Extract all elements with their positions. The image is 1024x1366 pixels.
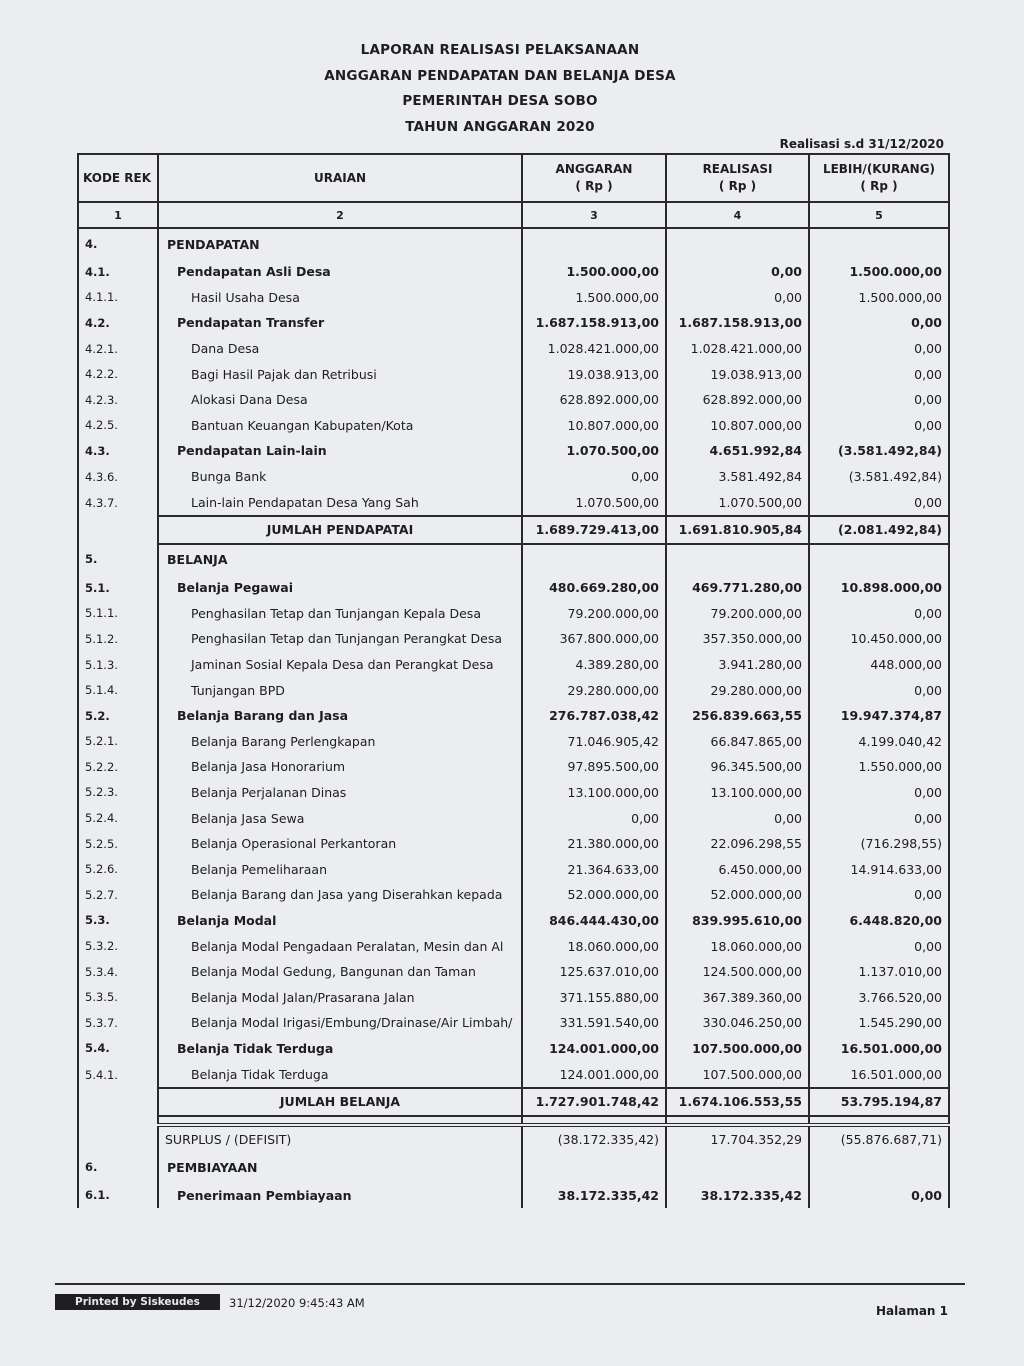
spacer-cell: [809, 1116, 949, 1125]
description-cell: Belanja Barang dan Jasa yang Diserahkan kepada: [158, 882, 522, 908]
table-row: [78, 336, 949, 362]
col-header-anggaran-label: ANGGARAN: [555, 162, 633, 176]
report-header: [0, 38, 1000, 140]
budget-cell: 124.001.000,00: [522, 1036, 666, 1062]
table-row: [78, 729, 949, 755]
account-code-cell: 5.1.4.: [78, 677, 158, 703]
variance-cell: 10.450.000,00: [809, 626, 949, 652]
realization-cell: 0,00: [666, 285, 809, 311]
description-cell: Jaminan Sosial Kepala Desa dan Perangkat Desa: [158, 652, 522, 678]
description-cell: Belanja Operasional Perkantoran: [158, 831, 522, 857]
account-code-cell: 5.2.5.: [78, 831, 158, 857]
group-row: [78, 438, 949, 464]
account-code-cell: 5.2.7.: [78, 882, 158, 908]
realization-cell: 22.096.298,55: [666, 831, 809, 857]
table-row: [78, 413, 949, 439]
variance-cell: 1.545.290,00: [809, 1010, 949, 1036]
realization-cell: 628.892.000,00: [666, 387, 809, 413]
description-cell: Hasil Usaha Desa: [158, 285, 522, 311]
description-cell: Belanja Jasa Sewa: [158, 805, 522, 831]
budget-cell: 4.389.280,00: [522, 652, 666, 678]
account-code-cell: 6.: [78, 1152, 158, 1182]
budget-cell: 1.500.000,00: [522, 285, 666, 311]
table-row: [78, 754, 949, 780]
realization-cell: 469.771.280,00: [666, 575, 809, 601]
account-code-cell: 4.3.7.: [78, 489, 158, 516]
description-cell: Belanja Perjalanan Dinas: [158, 780, 522, 806]
table-row: [78, 652, 949, 678]
variance-cell: 10.898.000,00: [809, 575, 949, 601]
budget-cell: 0,00: [522, 805, 666, 831]
description-cell: Belanja Jasa Honorarium: [158, 754, 522, 780]
table-row: [78, 489, 949, 516]
realization-cell: 330.046.250,00: [666, 1010, 809, 1036]
budget-cell: 628.892.000,00: [522, 387, 666, 413]
description-cell: Belanja Modal Gedung, Bangunan dan Taman: [158, 959, 522, 985]
section-row: [78, 228, 949, 259]
realization-cell: 6.450.000,00: [666, 856, 809, 882]
description-cell: Belanja Barang dan Jasa: [158, 703, 522, 729]
realization-cell: 4.651.992,84: [666, 438, 809, 464]
description-cell: JUMLAH PENDAPATAI: [158, 516, 522, 544]
variance-cell: 0,00: [809, 882, 949, 908]
account-code-cell: 5.3.2.: [78, 933, 158, 959]
realization-cell: 10.807.000,00: [666, 413, 809, 439]
account-code-cell: 4.2.2.: [78, 361, 158, 387]
variance-cell: 16.501.000,00: [809, 1036, 949, 1062]
variance-cell: 0,00: [809, 489, 949, 516]
description-cell: Belanja Pemeliharaan: [158, 856, 522, 882]
col-header-lebih-label: LEBIH/(KURANG): [822, 162, 936, 176]
table-row: [78, 933, 949, 959]
budget-cell: 0,00: [522, 464, 666, 490]
col-header-realisasi-unit: ( Rp ): [718, 179, 757, 193]
col-number-1: 1: [78, 202, 158, 228]
budget-cell: 1.070.500,00: [522, 489, 666, 516]
realization-cell: 107.500.000,00: [666, 1061, 809, 1088]
budget-cell: (38.172.335,42): [522, 1125, 666, 1153]
variance-cell: 0,00: [809, 601, 949, 627]
printed-timestamp: 31/12/2020 9:45:43 AM: [229, 1296, 365, 1310]
budget-cell: 1.070.500,00: [522, 438, 666, 464]
budget-cell: 71.046.905,42: [522, 729, 666, 755]
account-code-cell: 6.1.: [78, 1182, 158, 1208]
budget-cell: [522, 1152, 666, 1182]
account-code-cell: 5.1.: [78, 575, 158, 601]
col-header-realisasi-label: REALISASI: [702, 162, 773, 176]
variance-cell: 0,00: [809, 361, 949, 387]
account-code-cell: 5.2.1.: [78, 729, 158, 755]
table-header-row: [78, 154, 949, 202]
budget-cell: 1.028.421.000,00: [522, 336, 666, 362]
col-header-lebih-kurang: [809, 154, 949, 202]
account-code-cell: 4.2.1.: [78, 336, 158, 362]
account-code-cell: 4.3.: [78, 438, 158, 464]
realization-cell: 1.028.421.000,00: [666, 336, 809, 362]
table-row: [78, 882, 949, 908]
realization-cell: 96.345.500,00: [666, 754, 809, 780]
budget-cell: [522, 544, 666, 575]
description-cell: Alokasi Dana Desa: [158, 387, 522, 413]
budget-cell: 10.807.000,00: [522, 413, 666, 439]
account-code-cell: 5.3.4.: [78, 959, 158, 985]
col-number-3: 3: [522, 202, 666, 228]
variance-cell: 14.914.633,00: [809, 856, 949, 882]
description-cell: Pendapatan Lain-lain: [158, 438, 522, 464]
budget-cell: 38.172.335,42: [522, 1182, 666, 1208]
budget-cell: 1.687.158.913,00: [522, 310, 666, 336]
group-row: [78, 575, 949, 601]
realization-cell: 1.691.810.905,84: [666, 516, 809, 544]
total-row: [78, 1088, 949, 1116]
realization-cell: 107.500.000,00: [666, 1036, 809, 1062]
description-cell: Dana Desa: [158, 336, 522, 362]
col-number-5: 5: [809, 202, 949, 228]
realization-cell: 1.687.158.913,00: [666, 310, 809, 336]
account-code-cell: 5.4.: [78, 1036, 158, 1062]
variance-cell: [809, 1152, 949, 1182]
description-cell: Penerimaan Pembiayaan: [158, 1182, 522, 1208]
variance-cell: 1.137.010,00: [809, 959, 949, 985]
realization-cell: 839.995.610,00: [666, 908, 809, 934]
group-row: [78, 703, 949, 729]
col-header-anggaran-unit: ( Rp ): [575, 179, 613, 193]
account-code-cell: 4.: [78, 228, 158, 259]
description-cell: BELANJA: [158, 544, 522, 575]
budget-cell: 19.038.913,00: [522, 361, 666, 387]
budget-cell: 331.591.540,00: [522, 1010, 666, 1036]
description-cell: Belanja Tidak Terduga: [158, 1061, 522, 1088]
variance-cell: (55.876.687,71): [809, 1125, 949, 1153]
report-title-line-3: PEMERINTAH DESA SOBO: [402, 93, 598, 109]
account-code-cell: 5.2.4.: [78, 805, 158, 831]
realization-cell: 38.172.335,42: [666, 1182, 809, 1208]
budget-cell: 125.637.010,00: [522, 959, 666, 985]
description-cell: Belanja Modal Jalan/Prasarana Jalan: [158, 984, 522, 1010]
col-number-2: 2: [158, 202, 522, 228]
col-number-4: 4: [666, 202, 809, 228]
realization-cell: 17.704.352,29: [666, 1125, 809, 1153]
variance-cell: 448.000,00: [809, 652, 949, 678]
account-code-cell: 5.2.: [78, 703, 158, 729]
budget-cell: 367.800.000,00: [522, 626, 666, 652]
budget-realization-table: [77, 153, 950, 1208]
variance-cell: 1.500.000,00: [809, 285, 949, 311]
account-code-cell: [78, 516, 158, 544]
realization-cell: 1.674.106.553,55: [666, 1088, 809, 1116]
table-row: [78, 677, 949, 703]
description-cell: Tunjangan BPD: [158, 677, 522, 703]
section-row: [78, 1152, 949, 1182]
column-number-row: [78, 202, 949, 228]
table-row: [78, 1010, 949, 1036]
table-row: [78, 780, 949, 806]
table-row: [78, 601, 949, 627]
budget-cell: 97.895.500,00: [522, 754, 666, 780]
budget-cell: 21.380.000,00: [522, 831, 666, 857]
account-code-cell: 4.2.: [78, 310, 158, 336]
table-row: [78, 984, 949, 1010]
description-cell: Pendapatan Asli Desa: [158, 259, 522, 285]
col-header-lebih-unit: ( Rp ): [860, 179, 898, 193]
table-row: [78, 285, 949, 311]
table-row: [78, 1061, 949, 1088]
budget-cell: 21.364.633,00: [522, 856, 666, 882]
budget-cell: 13.100.000,00: [522, 780, 666, 806]
account-code-cell: 5.3.7.: [78, 1010, 158, 1036]
description-cell: SURPLUS / (DEFISIT): [158, 1125, 522, 1153]
account-code-cell: 4.2.3.: [78, 387, 158, 413]
description-cell: Lain-lain Pendapatan Desa Yang Sah: [158, 489, 522, 516]
account-code-cell: 5.: [78, 544, 158, 575]
description-cell: Penghasilan Tetap dan Tunjangan Perangkat Desa: [158, 626, 522, 652]
realization-cell: 29.280.000,00: [666, 677, 809, 703]
realization-cell: 79.200.000,00: [666, 601, 809, 627]
account-code-cell: 4.3.6.: [78, 464, 158, 490]
spacer-cell: [78, 1116, 158, 1125]
total-row: [78, 516, 949, 544]
report-title-line-2: ANGGARAN PENDAPATAN DAN BELANJA DESA: [324, 67, 676, 84]
realization-cell: 18.060.000,00: [666, 933, 809, 959]
variance-cell: 0,00: [809, 933, 949, 959]
table-row: [78, 464, 949, 490]
realization-cell: 124.500.000,00: [666, 959, 809, 985]
realization-cell: 0,00: [666, 259, 809, 285]
variance-cell: 0,00: [809, 780, 949, 806]
realization-cell: 367.389.360,00: [666, 984, 809, 1010]
budget-cell: 18.060.000,00: [522, 933, 666, 959]
account-code-cell: 5.1.3.: [78, 652, 158, 678]
group-row: [78, 908, 949, 934]
spacer-row: [78, 1116, 949, 1125]
realization-cell: [666, 1152, 809, 1182]
section-row: [78, 544, 949, 575]
footer-divider: [55, 1283, 965, 1285]
description-cell: Belanja Tidak Terduga: [158, 1036, 522, 1062]
col-header-uraian: URAIAN: [158, 154, 522, 202]
description-cell: Bagi Hasil Pajak dan Retribusi: [158, 361, 522, 387]
account-code-cell: 5.2.3.: [78, 780, 158, 806]
group-row: [78, 1182, 949, 1208]
account-code-cell: 4.2.5.: [78, 413, 158, 439]
budget-cell: 124.001.000,00: [522, 1061, 666, 1088]
description-cell: Belanja Barang Perlengkapan: [158, 729, 522, 755]
description-cell: PENDAPATAN: [158, 228, 522, 259]
budget-cell: [522, 228, 666, 259]
description-cell: Bantuan Keuangan Kabupaten/Kota: [158, 413, 522, 439]
realization-cell: 357.350.000,00: [666, 626, 809, 652]
description-cell: Belanja Modal Irigasi/Embung/Drainase/Air Limbah/: [158, 1010, 522, 1036]
realization-cell: 52.000.000,00: [666, 882, 809, 908]
description-cell: Pendapatan Transfer: [158, 310, 522, 336]
budget-cell: 29.280.000,00: [522, 677, 666, 703]
variance-cell: [809, 544, 949, 575]
budget-cell: 1.689.729.413,00: [522, 516, 666, 544]
table-row: [78, 626, 949, 652]
variance-cell: (2.081.492,84): [809, 516, 949, 544]
spacer-cell: [522, 1116, 666, 1125]
printed-by-badge: Printed by Siskeudes: [55, 1294, 220, 1310]
budget-cell: 480.669.280,00: [522, 575, 666, 601]
page-number: Halaman 1: [875, 1304, 948, 1318]
description-cell: Belanja Modal Pengadaan Peralatan, Mesin dan Al: [158, 933, 522, 959]
budget-cell: 276.787.038,42: [522, 703, 666, 729]
variance-cell: 1.500.000,00: [809, 259, 949, 285]
variance-cell: 0,00: [809, 310, 949, 336]
col-header-realisasi: [666, 154, 809, 202]
budget-cell: 1.500.000,00: [522, 259, 666, 285]
realization-date: Realisasi s.d 31/12/2020: [779, 137, 944, 151]
variance-cell: 3.766.520,00: [809, 984, 949, 1010]
budget-cell: 371.155.880,00: [522, 984, 666, 1010]
report-title-line-4: TAHUN ANGGARAN 2020: [405, 118, 595, 135]
account-code-cell: 5.3.5.: [78, 984, 158, 1010]
variance-cell: 19.947.374,87: [809, 703, 949, 729]
variance-cell: 16.501.000,00: [809, 1061, 949, 1088]
variance-cell: (3.581.492,84): [809, 464, 949, 490]
account-code-cell: 4.1.1.: [78, 285, 158, 311]
account-code-cell: [78, 1125, 158, 1153]
description-cell: Belanja Pegawai: [158, 575, 522, 601]
table-row: [78, 387, 949, 413]
budget-cell: 846.444.430,00: [522, 908, 666, 934]
description-cell: Penghasilan Tetap dan Tunjangan Kepala Desa: [158, 601, 522, 627]
table-row: [78, 805, 949, 831]
realization-cell: 19.038.913,00: [666, 361, 809, 387]
account-code-cell: 4.1.: [78, 259, 158, 285]
col-header-anggaran: [522, 154, 666, 202]
realization-cell: 0,00: [666, 805, 809, 831]
report-title-line-1: LAPORAN REALISASI PELAKSANAAN: [360, 42, 640, 58]
description-cell: Belanja Modal: [158, 908, 522, 934]
realization-cell: 3.941.280,00: [666, 652, 809, 678]
account-code-cell: 5.1.2.: [78, 626, 158, 652]
col-header-kode: KODE REK: [78, 154, 158, 202]
table-row: [78, 856, 949, 882]
realization-cell: 3.581.492,84: [666, 464, 809, 490]
account-code-cell: 5.1.1.: [78, 601, 158, 627]
variance-cell: 53.795.194,87: [809, 1088, 949, 1116]
spacer-cell: [158, 1116, 522, 1125]
variance-cell: (3.581.492,84): [809, 438, 949, 464]
variance-cell: 0,00: [809, 413, 949, 439]
variance-cell: 6.448.820,00: [809, 908, 949, 934]
realization-cell: [666, 544, 809, 575]
variance-cell: 4.199.040,42: [809, 729, 949, 755]
description-cell: JUMLAH BELANJA: [158, 1088, 522, 1116]
variance-cell: [809, 228, 949, 259]
budget-cell: 52.000.000,00: [522, 882, 666, 908]
realization-cell: 256.839.663,55: [666, 703, 809, 729]
realization-cell: 13.100.000,00: [666, 780, 809, 806]
account-code-cell: 5.2.2.: [78, 754, 158, 780]
group-row: [78, 310, 949, 336]
table-body: [78, 228, 949, 1208]
spacer-cell: [666, 1116, 809, 1125]
description-cell: PEMBIAYAAN: [158, 1152, 522, 1182]
group-row: [78, 1036, 949, 1062]
table-row: [78, 831, 949, 857]
budget-cell: 1.727.901.748,42: [522, 1088, 666, 1116]
variance-cell: 0,00: [809, 336, 949, 362]
variance-cell: (716.298,55): [809, 831, 949, 857]
table-row: [78, 959, 949, 985]
variance-cell: 0,00: [809, 805, 949, 831]
description-cell: Bunga Bank: [158, 464, 522, 490]
variance-cell: 1.550.000,00: [809, 754, 949, 780]
budget-cell: 79.200.000,00: [522, 601, 666, 627]
realization-cell: 1.070.500,00: [666, 489, 809, 516]
account-code-cell: 5.2.6.: [78, 856, 158, 882]
group-row: [78, 259, 949, 285]
account-code-cell: 5.3.: [78, 908, 158, 934]
realization-cell: [666, 228, 809, 259]
account-code-cell: [78, 1088, 158, 1116]
table-row: [78, 361, 949, 387]
variance-cell: 0,00: [809, 1182, 949, 1208]
realization-cell: 66.847.865,00: [666, 729, 809, 755]
variance-cell: 0,00: [809, 677, 949, 703]
variance-cell: 0,00: [809, 387, 949, 413]
account-code-cell: 5.4.1.: [78, 1061, 158, 1088]
total-row: [78, 1125, 949, 1153]
